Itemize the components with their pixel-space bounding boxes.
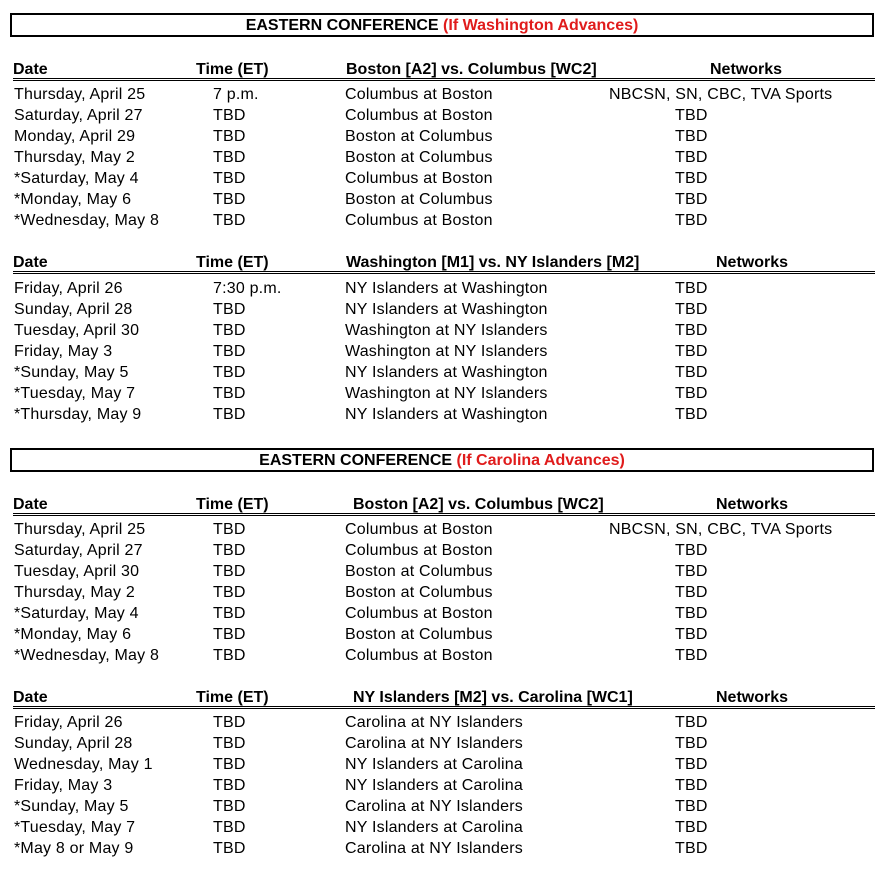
game-matchup: Columbus at Boston — [345, 212, 493, 229]
game-networks: TBD — [675, 798, 708, 815]
game-time: TBD — [213, 107, 246, 124]
header-date: Date — [13, 496, 48, 513]
table-row — [14, 107, 876, 128]
banner-title: EASTERN CONFERENCE — [259, 452, 453, 469]
game-date: *Sunday, May 5 — [14, 798, 129, 815]
game-networks: TBD — [675, 714, 708, 731]
game-date: Monday, April 29 — [14, 128, 136, 145]
game-matchup: Columbus at Boston — [345, 107, 493, 124]
schedule-header — [13, 254, 875, 274]
game-networks: TBD — [675, 128, 708, 145]
table-row — [14, 86, 876, 107]
header-time: Time (ET) — [196, 254, 269, 271]
game-networks: TBD — [675, 343, 708, 360]
game-time: TBD — [213, 626, 246, 643]
game-matchup: Boston at Columbus — [345, 584, 493, 601]
game-time: TBD — [213, 605, 246, 622]
game-time: TBD — [213, 819, 246, 836]
game-date: Sunday, April 28 — [14, 735, 133, 752]
game-matchup: Washington at NY Islanders — [345, 385, 548, 402]
header-matchup: Boston [A2] vs. Columbus [WC2] — [353, 496, 604, 513]
game-date: *Wednesday, May 8 — [14, 647, 160, 664]
game-date: Tuesday, April 30 — [14, 322, 140, 339]
table-row — [14, 819, 876, 840]
game-time: TBD — [213, 584, 246, 601]
table-row — [14, 542, 876, 563]
game-networks: TBD — [675, 301, 708, 318]
game-matchup: NY Islanders at Washington — [345, 364, 548, 381]
game-networks: TBD — [675, 647, 708, 664]
schedule-header — [13, 61, 875, 81]
game-date: *Saturday, May 4 — [14, 170, 139, 187]
header-date: Date — [13, 689, 48, 706]
game-networks: TBD — [675, 626, 708, 643]
game-time: TBD — [213, 521, 246, 538]
game-date: *Tuesday, May 7 — [14, 385, 136, 402]
game-matchup: Boston at Columbus — [345, 149, 493, 166]
header-rule — [13, 78, 875, 81]
game-time: TBD — [213, 647, 246, 664]
game-time: TBD — [213, 364, 246, 381]
game-networks: NBCSN, SN, CBC, TVA Sports — [609, 86, 833, 103]
game-time: TBD — [213, 798, 246, 815]
table-row — [14, 385, 876, 406]
header-time: Time (ET) — [196, 496, 269, 513]
table-row — [14, 212, 876, 233]
game-networks: NBCSN, SN, CBC, TVA Sports — [609, 521, 833, 538]
header-matchup: Boston [A2] vs. Columbus [WC2] — [346, 61, 597, 78]
header-rule — [13, 271, 875, 274]
game-matchup: NY Islanders at Washington — [345, 406, 548, 423]
table-row — [14, 714, 876, 735]
game-networks: TBD — [675, 777, 708, 794]
game-networks: TBD — [675, 735, 708, 752]
header-rule — [13, 706, 875, 709]
game-date: *Monday, May 6 — [14, 191, 132, 208]
game-time: TBD — [213, 343, 246, 360]
game-date: *Thursday, May 9 — [14, 406, 142, 423]
game-time: TBD — [213, 322, 246, 339]
game-time: TBD — [213, 191, 246, 208]
table-row — [14, 521, 876, 542]
table-row — [14, 364, 876, 385]
game-networks: TBD — [675, 385, 708, 402]
banner-title: EASTERN CONFERENCE — [245, 17, 439, 34]
game-date: Saturday, April 27 — [14, 107, 143, 124]
table-row — [14, 343, 876, 364]
table-row — [14, 798, 876, 819]
game-networks: TBD — [675, 149, 708, 166]
game-matchup: Columbus at Boston — [345, 542, 493, 559]
game-matchup: Boston at Columbus — [345, 626, 493, 643]
game-time: TBD — [213, 301, 246, 318]
game-date: *Monday, May 6 — [14, 626, 132, 643]
game-networks: TBD — [675, 322, 708, 339]
game-matchup: NY Islanders at Washington — [345, 301, 548, 318]
game-matchup: Boston at Columbus — [345, 191, 493, 208]
header-networks: Networks — [716, 496, 789, 513]
game-networks: TBD — [675, 107, 708, 124]
game-matchup: NY Islanders at Carolina — [345, 777, 523, 794]
table-row — [14, 170, 876, 191]
game-date: Friday, May 3 — [14, 777, 113, 794]
game-networks: TBD — [675, 191, 708, 208]
game-date: Tuesday, April 30 — [14, 563, 140, 580]
game-networks: TBD — [675, 605, 708, 622]
game-matchup: Boston at Columbus — [345, 128, 493, 145]
game-time: TBD — [213, 777, 246, 794]
game-time: TBD — [213, 840, 246, 857]
table-row — [14, 563, 876, 584]
table-row — [14, 756, 876, 777]
game-matchup: Carolina at NY Islanders — [345, 714, 523, 731]
banner-subtitle: (If Carolina Advances) — [456, 452, 625, 469]
game-networks: TBD — [675, 364, 708, 381]
game-date: Friday, April 26 — [14, 714, 123, 731]
game-time: TBD — [213, 563, 246, 580]
table-row — [14, 280, 876, 301]
game-time: TBD — [213, 149, 246, 166]
table-row — [14, 735, 876, 756]
table-row — [14, 301, 876, 322]
conference-banner-washington — [10, 13, 874, 37]
table-row — [14, 626, 876, 647]
table-row — [14, 647, 876, 668]
game-networks: TBD — [675, 280, 708, 297]
game-networks: TBD — [675, 584, 708, 601]
game-date: *May 8 or May 9 — [14, 840, 134, 857]
game-matchup: Carolina at NY Islanders — [345, 735, 523, 752]
game-time: TBD — [213, 385, 246, 402]
header-matchup: Washington [M1] vs. NY Islanders [M2] — [346, 254, 640, 271]
schedule-header — [13, 689, 875, 709]
game-networks: TBD — [675, 212, 708, 229]
game-time: TBD — [213, 735, 246, 752]
game-networks: TBD — [675, 170, 708, 187]
game-time: TBD — [213, 714, 246, 731]
game-networks: TBD — [675, 406, 708, 423]
game-matchup: Columbus at Boston — [345, 170, 493, 187]
header-rule — [13, 513, 875, 516]
table-row — [14, 191, 876, 212]
table-row — [14, 605, 876, 626]
header-networks: Networks — [710, 61, 783, 78]
game-time: 7:30 p.m. — [213, 280, 282, 297]
game-matchup: NY Islanders at Carolina — [345, 819, 523, 836]
game-date: *Saturday, May 4 — [14, 605, 139, 622]
game-matchup: Carolina at NY Islanders — [345, 840, 523, 857]
game-time: 7 p.m. — [213, 86, 259, 103]
header-time: Time (ET) — [196, 689, 269, 706]
game-date: Friday, May 3 — [14, 343, 113, 360]
game-date: Wednesday, May 1 — [14, 756, 153, 773]
game-networks: TBD — [675, 756, 708, 773]
game-date: *Tuesday, May 7 — [14, 819, 136, 836]
game-date: *Wednesday, May 8 — [14, 212, 160, 229]
game-time: TBD — [213, 128, 246, 145]
game-matchup: Carolina at NY Islanders — [345, 798, 523, 815]
header-time: Time (ET) — [196, 61, 269, 78]
header-networks: Networks — [716, 689, 789, 706]
game-time: TBD — [213, 542, 246, 559]
table-row — [14, 149, 876, 170]
game-networks: TBD — [675, 542, 708, 559]
game-time: TBD — [213, 406, 246, 423]
game-networks: TBD — [675, 819, 708, 836]
game-date: Thursday, May 2 — [14, 149, 135, 166]
game-networks: TBD — [675, 840, 708, 857]
game-matchup: Columbus at Boston — [345, 86, 493, 103]
header-networks: Networks — [716, 254, 789, 271]
schedule-header — [13, 496, 875, 516]
table-row — [14, 840, 876, 861]
table-row — [14, 777, 876, 798]
game-matchup: Boston at Columbus — [345, 563, 493, 580]
table-row — [14, 584, 876, 605]
game-date: Thursday, April 25 — [14, 521, 146, 538]
header-date: Date — [13, 61, 48, 78]
header-matchup: NY Islanders [M2] vs. Carolina [WC1] — [353, 689, 633, 706]
game-time: TBD — [213, 756, 246, 773]
game-date: Saturday, April 27 — [14, 542, 143, 559]
conference-banner-carolina — [10, 448, 874, 472]
game-matchup: Columbus at Boston — [345, 521, 493, 538]
game-matchup: Washington at NY Islanders — [345, 322, 548, 339]
game-matchup: NY Islanders at Washington — [345, 280, 548, 297]
game-matchup: Washington at NY Islanders — [345, 343, 548, 360]
table-row — [14, 128, 876, 149]
game-date: Thursday, May 2 — [14, 584, 135, 601]
table-row — [14, 322, 876, 343]
game-date: Sunday, April 28 — [14, 301, 133, 318]
game-time: TBD — [213, 212, 246, 229]
banner-subtitle: (If Washington Advances) — [443, 17, 639, 34]
game-networks: TBD — [675, 563, 708, 580]
game-date: Friday, April 26 — [14, 280, 123, 297]
game-matchup: Columbus at Boston — [345, 647, 493, 664]
table-row — [14, 406, 876, 427]
game-date: *Sunday, May 5 — [14, 364, 129, 381]
game-matchup: NY Islanders at Carolina — [345, 756, 523, 773]
game-date: Thursday, April 25 — [14, 86, 146, 103]
game-matchup: Columbus at Boston — [345, 605, 493, 622]
game-time: TBD — [213, 170, 246, 187]
header-date: Date — [13, 254, 48, 271]
